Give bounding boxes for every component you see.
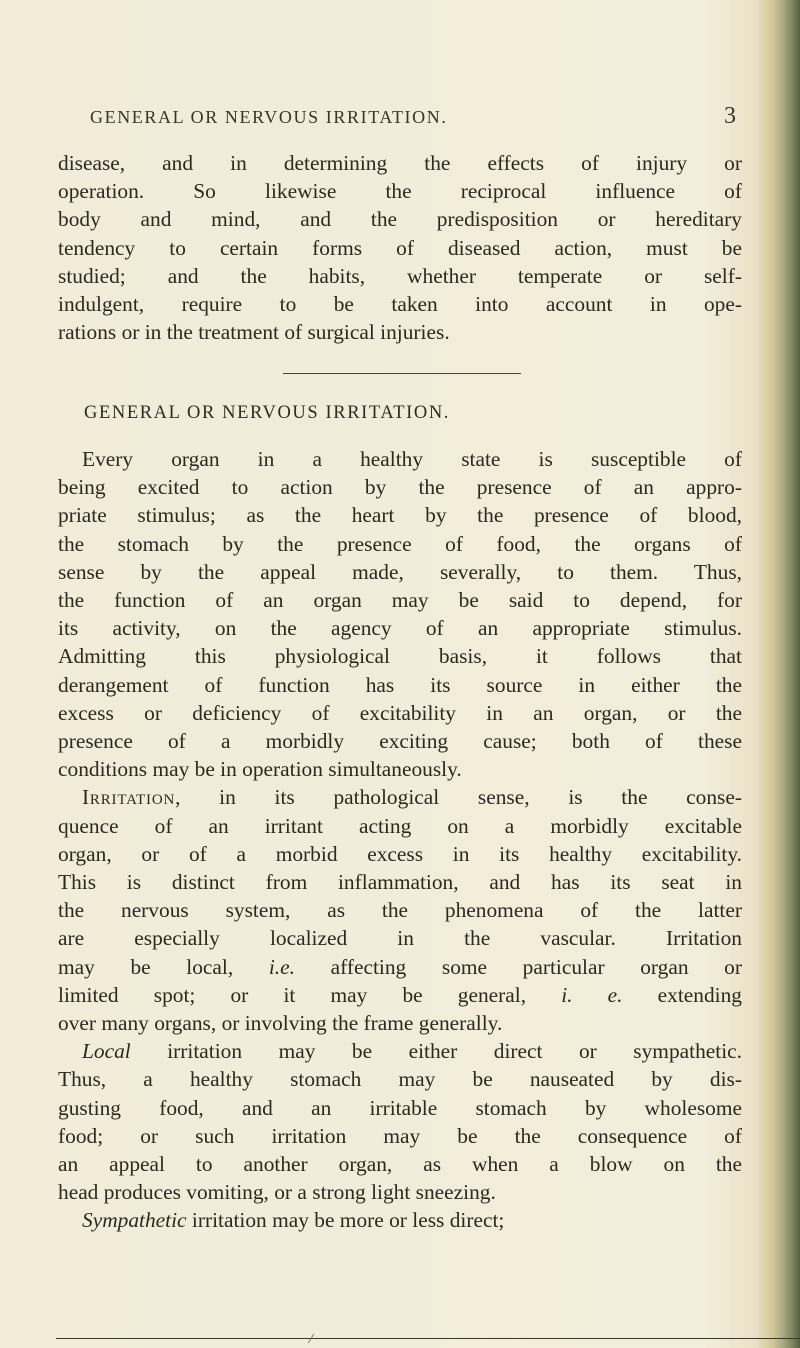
text-line: indulgent, require to be taken into account in ope- <box>58 292 742 317</box>
text-line: the nervous system, as the phenomena of the latter <box>58 898 742 923</box>
text-line: the stomach by the presence of food, the organs of <box>58 531 742 556</box>
text-run: affecting some particular organ or <box>294 954 742 979</box>
term-irritation: Irritation <box>82 785 176 810</box>
text-line: head produces vomiting, or a strong light sneezing. <box>58 1180 496 1205</box>
text-line <box>58 783 742 811</box>
text-line: sense by the appeal made, severally, to them. Thus, <box>58 559 742 584</box>
text-line: its activity, on the agency of an appropriate stimulus. <box>58 616 742 641</box>
text-line: presence of a morbidly exciting cause; both of these <box>58 729 742 754</box>
text-line: quence of an irritant acting on a morbidly excitable <box>58 813 742 838</box>
text-run: irritation may be more or less direct; <box>186 1208 505 1233</box>
intro-paragraph <box>58 149 742 346</box>
body-text <box>58 445 742 1235</box>
running-title: GENERAL OR NERVOUS IRRITATION. <box>90 107 448 127</box>
printer-mark-icon: ⁄ <box>310 1332 313 1346</box>
page-number: 3 <box>724 103 736 129</box>
text-line: Admitting this physiological basis, it follows that <box>58 644 742 669</box>
text-line <box>58 953 742 981</box>
running-head <box>58 103 738 137</box>
text-line: gusting food, and an irritable stomach by wholesome <box>58 1095 742 1120</box>
text-line: being excited to action by the presence of an appro- <box>58 475 742 500</box>
term-sympathetic: Sympathetic <box>82 1208 187 1233</box>
text-line: are especially localized in the vascular. Irritation <box>58 926 742 951</box>
text-line: the function of an organ may be said to depend, for <box>58 588 742 613</box>
text-run: extending <box>622 982 742 1007</box>
text-line: priate stimulus; as the heart by the presence of blood, <box>58 503 742 528</box>
text-line: rations or in the treatment of surgical injuries. <box>58 320 450 345</box>
section-divider <box>283 373 521 374</box>
text-line: operation. So likewise the reciprocal influence of <box>58 179 742 204</box>
text-line: Every organ in a healthy state is susceptible of <box>82 447 742 471</box>
section-heading: GENERAL OR NERVOUS IRRITATION. <box>84 403 451 423</box>
text-run: , in its pathological sense, is the conse- <box>175 785 742 810</box>
book-spine-edge <box>758 0 800 1348</box>
italic-abbrev: i.e. <box>268 954 295 979</box>
text-line <box>58 981 742 1009</box>
text-line: derangement of function has its source in either the <box>58 672 742 697</box>
text-line: organ, or of a morbid excess in its healthy excitability. <box>58 841 742 866</box>
text-run: limited spot; or it may be general, <box>58 982 562 1007</box>
text-line <box>58 1037 742 1065</box>
text-line: disease, and in determining the effects of injury or <box>58 151 742 175</box>
text-line: over many organs, or involving the frame generally. <box>58 1011 503 1036</box>
text-line: This is distinct from inflammation, and has its seat in <box>58 870 742 895</box>
text-line <box>58 1206 742 1234</box>
text-line: tendency to certain forms of diseased action, must be <box>58 235 742 260</box>
text-line: studied; and the habits, whether temperate or self- <box>58 263 742 288</box>
text-line: food; or such irritation may be the consequence of <box>58 1123 742 1148</box>
text-line: an appeal to another organ, as when a blow on the <box>58 1152 742 1177</box>
page-bottom-edge <box>56 1338 800 1339</box>
term-local: Local <box>82 1039 131 1064</box>
text-line: Thus, a healthy stomach may be nauseated by dis- <box>58 1067 742 1092</box>
text-run: irritation may be either direct or sympathetic. <box>130 1039 742 1064</box>
italic-abbrev: i. e. <box>561 982 623 1007</box>
text-run: may be local, <box>58 954 269 979</box>
text-line: conditions may be in operation simultaneously. <box>58 757 462 782</box>
text-line: excess or deficiency of excitability in an organ, or the <box>58 700 742 725</box>
text-line: body and mind, and the predisposition or hereditary <box>58 207 742 232</box>
